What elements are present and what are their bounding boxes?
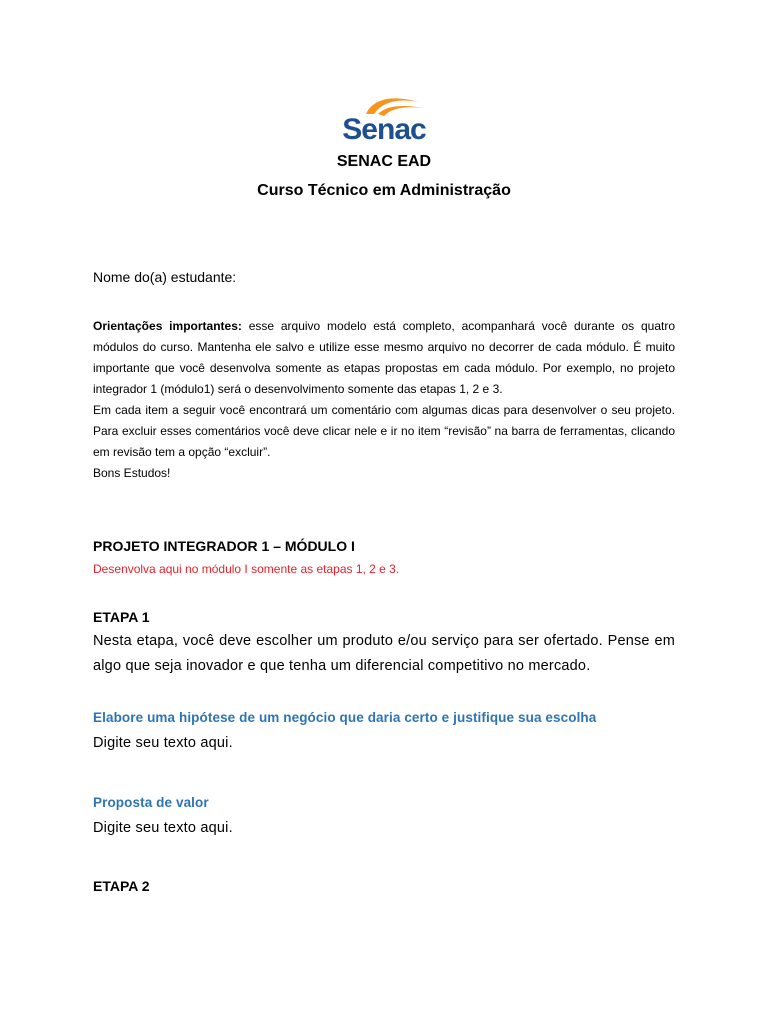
orientations-paragraph-2: Em cada item a seguir você encontrará um comentário com algumas dicas para desenvolver o seu projeto. Para excluir esses comentários você deve clicar nele e ir no item “revisão” na barra de ferramentas, clicando em revisão tem a opção “excluir”.: [93, 403, 675, 459]
hypothesis-text-field[interactable]: Digite seu texto aqui.: [93, 735, 233, 751]
value-proposition-heading: Proposta de valor: [93, 795, 209, 810]
course-title: Curso Técnico em Administração: [257, 182, 511, 199]
orientations-paragraph-1: [93, 316, 675, 400]
orientations-bold-label: Orientações importantes:: [93, 319, 242, 333]
stage2-heading: ETAPA 2: [93, 878, 150, 894]
value-proposition-text-field[interactable]: Digite seu texto aqui.: [93, 820, 233, 836]
document-title: SENAC EAD: [336, 153, 432, 170]
orientations-closing: Bons Estudos!: [93, 466, 171, 480]
logo-wordmark: Senac: [342, 113, 426, 146]
stage1-description: Nesta etapa, você deve escolher um produto e/ou serviço para ser ofertado. Pense em algo que seja inovador e que tenha um diferencial competitivo no mercado.: [93, 633, 675, 674]
orientations-text-1: esse arquivo modelo está completo, acompanhará você durante os quatro módulos do curso. Mantenha ele salvo e utilize esse mesmo arquivo no decorrer de cada módulo. É muito importante que você desenvolva somente as etapas propostas em cada módulo. Por exemplo, no projeto integrador 1 (módulo1) será o desenvolvimento somente das etapas 1, 2 e 3.: [93, 319, 675, 396]
hypothesis-heading: Elabore uma hipótese de um negócio que daria certo e justifique sua escolha: [93, 710, 597, 725]
student-name-label: Nome do(a) estudante:: [93, 269, 237, 285]
project-note: Desenvolva aqui no módulo I somente as etapas 1, 2 e 3.: [93, 562, 400, 576]
orientations-block: [93, 316, 675, 484]
project-heading: PROJETO INTEGRADOR 1 – MÓDULO I: [93, 538, 355, 554]
senac-logo: [338, 92, 430, 148]
stage1-heading: ETAPA 1: [93, 609, 150, 625]
